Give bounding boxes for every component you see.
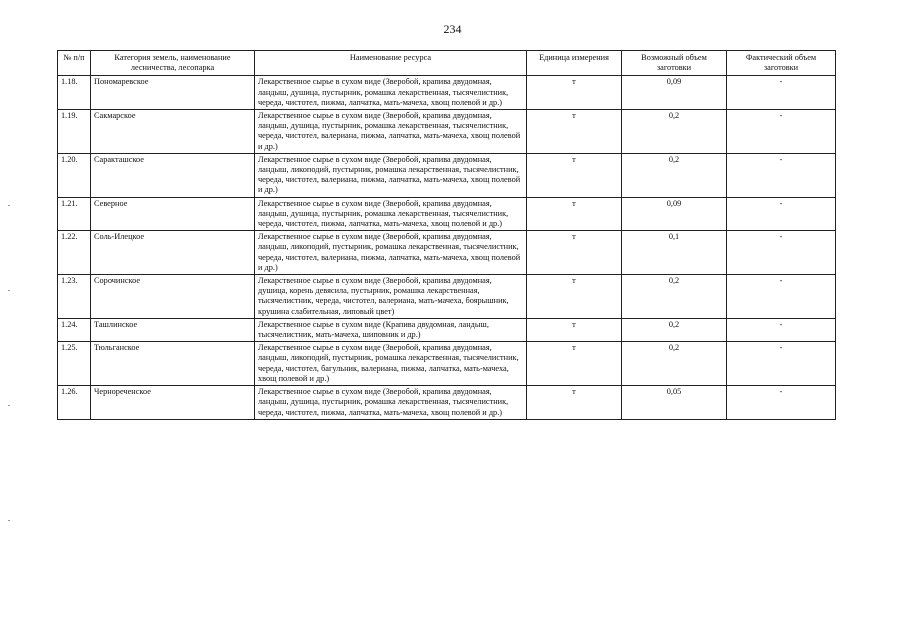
row-unit: т [527,275,622,319]
row-category: Сакмарское [91,110,255,154]
row-resource: Лекарственное сырье в сухом виде (Зверобой, крапива двудомная, ландыш, душица, пустырник, ромашка лекарственная, тысячелистник, череда, чистотел, пижма, лапчатка, мать-мачеха, хвощ полевой и др.) [255,76,527,110]
row-resource: Лекарственное сырье в сухом виде (Зверобой, крапива двудомная, душица, корень девясила, пустырник, ромашка лекарственная, тысячелистник, череда, чистотел, валериана, мать-мачеха, боярышник, крушина слабительная, липовый цвет) [255,275,527,319]
row-actual-volume: - [727,275,836,319]
row-number: 1.25. [58,342,91,386]
row-unit: т [527,110,622,154]
page-number: 234 [443,22,462,36]
row-resource: Лекарственное сырье в сухом виде (Зверобой, крапива двудомная, ландыш, ликоподий, пустырник, ромашка лекарственная, тысячелистник, череда, чистотел, валериана, пижма, лапчатка, мать-мачеха, хвощ полевой и др.) [255,231,527,275]
row-unit: т [527,153,622,197]
row-actual-volume: - [727,153,836,197]
row-resource: Лекарственное сырье в сухом виде (Зверобой, крапива двудомная, ландыш, душица, пустырник, ромашка лекарственная, тысячелистник, череда, чистотел, пижма, лапчатка, мать-мачеха, хвощ полевой и др.) [255,386,527,420]
row-number: 1.21. [58,197,91,231]
row-actual-volume: - [727,342,836,386]
row-unit: т [527,76,622,110]
table-row [58,110,836,154]
row-actual-volume: - [727,318,836,341]
table-row [58,76,836,110]
header-category: Категория земель, наименование лесничества, лесопарка [91,51,255,76]
row-category: Ташлинское [91,318,255,341]
scan-mark [8,290,10,291]
row-possible-volume: 0,09 [622,76,727,110]
row-unit: т [527,197,622,231]
row-actual-volume: - [727,197,836,231]
row-unit: т [527,386,622,420]
row-actual-volume: - [727,231,836,275]
row-actual-volume: - [727,76,836,110]
row-category: Сорочинское [91,275,255,319]
row-possible-volume: 0,1 [622,231,727,275]
row-number: 1.18. [58,76,91,110]
row-possible-volume: 0,09 [622,197,727,231]
row-category: Соль-Илецкое [91,231,255,275]
header-possible-volume: Возможный объем заготовки [622,51,727,76]
row-possible-volume: 0,2 [622,342,727,386]
header-actual-volume: Фактический объем заготовки [727,51,836,76]
row-category: Северное [91,197,255,231]
row-unit: т [527,318,622,341]
row-number: 1.23. [58,275,91,319]
row-category: Саракташское [91,153,255,197]
row-category: Чернореченское [91,386,255,420]
row-possible-volume: 0,2 [622,153,727,197]
row-number: 1.26. [58,386,91,420]
table-row [58,386,836,420]
row-number: 1.24. [58,318,91,341]
header-unit: Единица измерения [527,51,622,76]
table-row [58,153,836,197]
table-row [58,275,836,319]
row-unit: т [527,231,622,275]
header-resource: Наименование ресурса [255,51,527,76]
row-unit: т [527,342,622,386]
row-resource: Лекарственное сырье в сухом виде (Крапива двудомная, ландыш, тысячелистник, мать-мачеха, шиповник и др.) [255,318,527,341]
scan-mark [8,205,10,206]
table-row [58,231,836,275]
table-row [58,318,836,341]
row-category: Тюльганское [91,342,255,386]
table-body [58,76,836,419]
row-possible-volume: 0,05 [622,386,727,420]
table-row [58,197,836,231]
scan-mark [8,520,10,521]
scan-mark [8,405,10,406]
row-resource: Лекарственное сырье в сухом виде (Зверобой, крапива двудомная, ландыш, ликоподий, пустырник, ромашка лекарственная, тысячелистник, череда, чистотел, багульник, валериана, пижма, лапчатка, мать-мачеха, хвощ полевой и др.) [255,342,527,386]
row-possible-volume: 0,2 [622,110,727,154]
resources-table [57,50,836,420]
table-row [58,342,836,386]
row-possible-volume: 0,2 [622,318,727,341]
row-number: 1.20. [58,153,91,197]
row-resource: Лекарственное сырье в сухом виде (Зверобой, крапива двудомная, ландыш, душица, пустырник, ромашка лекарственная, тысячелистник, череда, чистотел, валериана, пижма, лапчатка, мать-мачеха, хвощ полевой и др.) [255,110,527,154]
header-num: № п/п [58,51,91,76]
row-actual-volume: - [727,386,836,420]
row-resource: Лекарственное сырье в сухом виде (Зверобой, крапива двудомная, ландыш, душица, пустырник, ромашка лекарственная, тысячелистник, череда, чистотел, пижма, лапчатка, мать-мачеха, хвощ полевой и др.) [255,197,527,231]
row-possible-volume: 0,2 [622,275,727,319]
row-resource: Лекарственное сырье в сухом виде (Зверобой, крапива двудомная, ландыш, ликоподий, пустырник, ромашка лекарственная, тысячелистник, череда, чистотел, валериана, пижма, лапчатка, мать-мачеха, хвощ полевой и др.) [255,153,527,197]
table-header-row [58,51,836,76]
row-number: 1.22. [58,231,91,275]
row-category: Пономаревское [91,76,255,110]
row-actual-volume: - [727,110,836,154]
row-number: 1.19. [58,110,91,154]
